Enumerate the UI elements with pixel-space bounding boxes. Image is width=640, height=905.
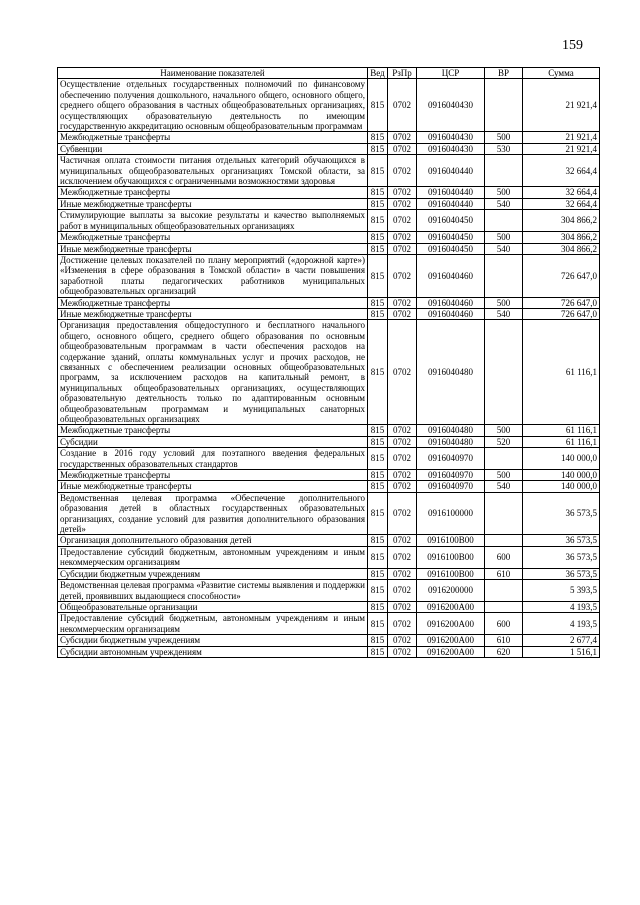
cell-ved: 815 [368,155,388,187]
table-row [58,210,600,232]
cell-name: Субвенции [58,143,368,154]
cell-name: Субсидии [58,436,368,447]
cell-vr: 540 [485,481,523,492]
table-row [58,481,600,492]
cell-ved: 815 [368,436,388,447]
cell-ved: 815 [368,254,388,297]
cell-name: Осуществление отдельных государственных полномочий по финансовому обеспечению получения дошкольного, начального общего, основного общего, среднего общего образования в частных общеобразовательных организациях, осуществляющих образовательную деятельность по имеющим государственную аккредитацию основным общеобразовательным программам [58,79,368,132]
cell-name: Иные межбюджетные трансферты [58,198,368,209]
table-row [58,155,600,187]
cell-rzpr: 0702 [388,132,417,143]
cell-name: Создание в 2016 году условий для поэтапного введения федеральных государственных образовательных стандартов [58,448,368,470]
cell-sum: 140 000,0 [523,448,600,470]
table-body [58,79,600,658]
cell-sum: 32 664,4 [523,187,600,198]
cell-vr: 530 [485,143,523,154]
table-row [58,297,600,308]
cell-rzpr: 0702 [388,580,417,602]
cell-sum: 21 921,4 [523,132,600,143]
cell-ved: 815 [368,232,388,243]
cell-ved: 815 [368,132,388,143]
cell-csr: 0916100000 [417,492,485,535]
cell-sum: 304 866,2 [523,243,600,254]
cell-vr: 500 [485,232,523,243]
cell-name: Межбюджетные трансферты [58,425,368,436]
cell-ved: 815 [368,320,388,425]
table-row [58,601,600,612]
cell-name: Частичная оплата стоимости питания отдельных категорий обучающихся в муниципальных общеобразовательных организациях Томской области, за исключением обучающихся с ограниченными возможностями здоровья [58,155,368,187]
cell-name: Стимулирующие выплаты за высокие результаты и качество выполняемых работ в муниципальных общеобразовательных организациях [58,210,368,232]
cell-vr [485,601,523,612]
cell-ved: 815 [368,210,388,232]
cell-csr: 0916040480 [417,320,485,425]
cell-rzpr: 0702 [388,254,417,297]
cell-sum: 304 866,2 [523,210,600,232]
cell-ved: 815 [368,568,388,579]
table-row [58,635,600,646]
table-row [58,198,600,209]
cell-csr: 0916040970 [417,448,485,470]
cell-csr: 0916200А00 [417,635,485,646]
cell-vr [485,79,523,132]
cell-sum: 36 573,5 [523,535,600,546]
table-row [58,546,600,568]
cell-vr: 600 [485,546,523,568]
cell-csr: 0916100В00 [417,535,485,546]
cell-vr: 610 [485,635,523,646]
cell-vr: 620 [485,646,523,657]
cell-csr: 0916040440 [417,155,485,187]
table-row [58,568,600,579]
table-row [58,448,600,470]
table-row [58,143,600,154]
table-row [58,308,600,319]
cell-rzpr: 0702 [388,481,417,492]
cell-ved: 815 [368,601,388,612]
cell-vr [485,492,523,535]
cell-ved: 815 [368,646,388,657]
cell-name: Иные межбюджетные трансферты [58,308,368,319]
table-row [58,436,600,447]
table-row [58,79,600,132]
cell-ved: 815 [368,481,388,492]
cell-rzpr: 0702 [388,198,417,209]
cell-sum: 36 573,5 [523,568,600,579]
cell-ved: 815 [368,79,388,132]
cell-sum: 61 116,1 [523,425,600,436]
header-name: Наименование показателей [58,68,368,79]
cell-sum: 304 866,2 [523,232,600,243]
cell-csr: 0916040440 [417,187,485,198]
cell-vr: 610 [485,568,523,579]
cell-rzpr: 0702 [388,568,417,579]
cell-vr: 500 [485,187,523,198]
cell-csr: 0916040460 [417,297,485,308]
table-row [58,132,600,143]
cell-name: Организация дополнительного образования детей [58,535,368,546]
cell-sum: 36 573,5 [523,492,600,535]
cell-rzpr: 0702 [388,448,417,470]
cell-rzpr: 0702 [388,210,417,232]
budget-table [57,67,600,658]
cell-csr: 0916040440 [417,198,485,209]
cell-sum: 5 393,5 [523,580,600,602]
table-row [58,187,600,198]
cell-sum: 140 000,0 [523,481,600,492]
cell-vr: 520 [485,436,523,447]
cell-csr: 0916040460 [417,254,485,297]
table-row [58,243,600,254]
cell-vr [485,254,523,297]
cell-vr: 540 [485,198,523,209]
cell-ved: 815 [368,187,388,198]
cell-vr: 500 [485,297,523,308]
header-ved: Вед [368,68,388,79]
cell-ved: 815 [368,492,388,535]
cell-name: Иные межбюджетные трансферты [58,243,368,254]
cell-ved: 815 [368,308,388,319]
cell-rzpr: 0702 [388,635,417,646]
cell-vr [485,448,523,470]
cell-csr: 0916100В00 [417,568,485,579]
cell-csr: 0916200А00 [417,601,485,612]
cell-vr: 540 [485,308,523,319]
cell-sum: 726 647,0 [523,297,600,308]
cell-sum: 36 573,5 [523,546,600,568]
header-csr: ЦСР [417,68,485,79]
cell-ved: 815 [368,198,388,209]
cell-vr: 500 [485,132,523,143]
cell-rzpr: 0702 [388,243,417,254]
cell-csr: 0916040970 [417,470,485,481]
cell-ved: 815 [368,613,388,635]
table-row [58,646,600,657]
cell-name: Ведомственная целевая программа «Обеспечение дополнительного образования детей в областных государственных образовательных организациях, создание условий для развития дополнительного образования детей» [58,492,368,535]
cell-csr: 0916200А00 [417,613,485,635]
table-row [58,613,600,635]
cell-name: Предоставление субсидий бюджетным, автономным учреждениям и иным некоммерческим организациям [58,546,368,568]
cell-sum: 726 647,0 [523,254,600,297]
table-header-row [58,68,600,79]
header-sum: Сумма [523,68,600,79]
table-row [58,425,600,436]
cell-name: Межбюджетные трансферты [58,187,368,198]
cell-rzpr: 0702 [388,79,417,132]
cell-rzpr: 0702 [388,470,417,481]
cell-rzpr: 0702 [388,492,417,535]
cell-ved: 815 [368,635,388,646]
cell-rzpr: 0702 [388,232,417,243]
cell-csr: 0916200А00 [417,646,485,657]
cell-sum: 61 116,1 [523,320,600,425]
cell-rzpr: 0702 [388,646,417,657]
cell-csr: 0916040450 [417,210,485,232]
cell-rzpr: 0702 [388,436,417,447]
cell-sum: 21 921,4 [523,143,600,154]
cell-name: Ведомственная целевая программа «Развитие системы выявления и поддержки детей, проявивших выдающиеся способности» [58,580,368,602]
cell-name: Межбюджетные трансферты [58,132,368,143]
cell-name: Предоставление субсидий бюджетным, автономным учреждениям и иным некоммерческим организациям [58,613,368,635]
cell-vr [485,320,523,425]
cell-rzpr: 0702 [388,601,417,612]
cell-csr: 0916040480 [417,436,485,447]
cell-ved: 815 [368,546,388,568]
table-row [58,535,600,546]
cell-ved: 815 [368,580,388,602]
cell-vr [485,210,523,232]
cell-sum: 726 647,0 [523,308,600,319]
cell-vr [485,580,523,602]
cell-csr: 0916040450 [417,232,485,243]
cell-sum: 2 677,4 [523,635,600,646]
cell-ved: 815 [368,425,388,436]
cell-csr: 0916100В00 [417,546,485,568]
cell-rzpr: 0702 [388,155,417,187]
cell-name: Межбюджетные трансферты [58,470,368,481]
cell-vr: 500 [485,470,523,481]
cell-vr: 500 [485,425,523,436]
cell-rzpr: 0702 [388,308,417,319]
cell-name: Субсидии автономным учреждениям [58,646,368,657]
cell-csr: 0916040430 [417,143,485,154]
cell-vr [485,155,523,187]
cell-csr: 0916040460 [417,308,485,319]
cell-name: Субсидии бюджетным учреждениям [58,568,368,579]
cell-sum: 21 921,4 [523,79,600,132]
cell-sum: 32 664,4 [523,155,600,187]
cell-rzpr: 0702 [388,613,417,635]
cell-ved: 815 [368,470,388,481]
cell-name: Субсидии бюджетным учреждениям [58,635,368,646]
cell-name: Межбюджетные трансферты [58,297,368,308]
cell-csr: 0916040450 [417,243,485,254]
table-row [58,232,600,243]
cell-sum: 4 193,5 [523,601,600,612]
cell-rzpr: 0702 [388,425,417,436]
cell-csr: 0916040430 [417,79,485,132]
header-vr: ВР [485,68,523,79]
cell-sum: 32 664,4 [523,198,600,209]
table-row [58,470,600,481]
cell-rzpr: 0702 [388,297,417,308]
cell-ved: 815 [368,535,388,546]
cell-rzpr: 0702 [388,546,417,568]
cell-ved: 815 [368,297,388,308]
cell-csr: 0916040970 [417,481,485,492]
cell-ved: 815 [368,243,388,254]
cell-csr: 0916200000 [417,580,485,602]
cell-sum: 61 116,1 [523,436,600,447]
cell-ved: 815 [368,143,388,154]
table-row [58,580,600,602]
cell-csr: 0916040430 [417,132,485,143]
cell-name: Общеобразовательные организации [58,601,368,612]
cell-vr [485,535,523,546]
cell-ved: 815 [368,448,388,470]
header-rzpr: РзПр [388,68,417,79]
cell-rzpr: 0702 [388,143,417,154]
cell-rzpr: 0702 [388,320,417,425]
cell-rzpr: 0702 [388,187,417,198]
table-row [58,320,600,425]
cell-name: Иные межбюджетные трансферты [58,481,368,492]
table-row [58,492,600,535]
table-row [58,254,600,297]
cell-name: Достижение целевых показателей по плану мероприятий («дорожной карте») «Изменения в сфере образования в Томской области» в части повышения заработной платы педагогических работников муниципальных общеобразовательных организаций [58,254,368,297]
cell-sum: 1 516,1 [523,646,600,657]
page-number: 159 [562,38,583,53]
cell-csr: 0916040480 [417,425,485,436]
cell-name: Организация предоставления общедоступного и бесплатного начального общего, основного общего, среднего общего образования по основным общеобразовательным программам в части обеспечения расходов на содержание зданий, оплаты коммунальных услуг и прочих расходов, не связанных с обеспечением реализации основных общеобразовательных программ, за исключением расходов на капитальный ремонт, в муниципальных общеобразовательных организациях, осуществляющих образовательную деятельность только по адаптированным основным общеобразовательным программам и муниципальных санаторных общеобразовательных организациях [58,320,368,425]
cell-name: Межбюджетные трансферты [58,232,368,243]
cell-rzpr: 0702 [388,535,417,546]
cell-sum: 4 193,5 [523,613,600,635]
cell-vr: 600 [485,613,523,635]
cell-vr: 540 [485,243,523,254]
cell-sum: 140 000,0 [523,470,600,481]
